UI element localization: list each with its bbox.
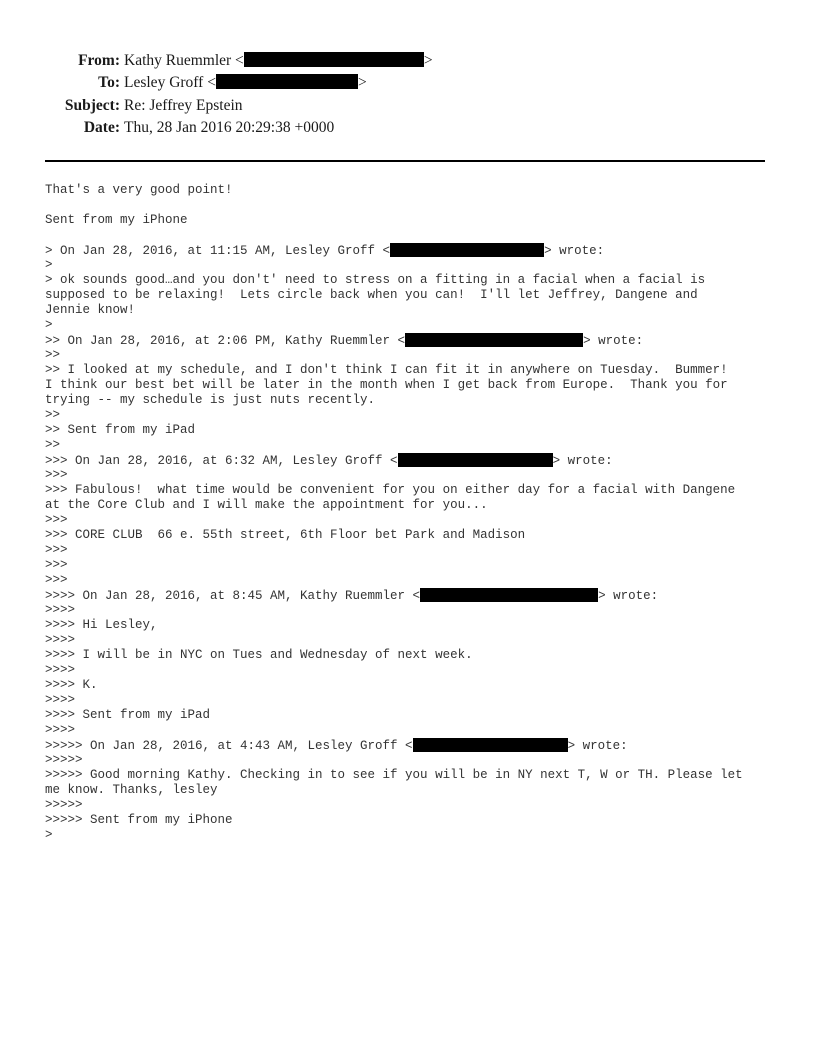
redaction-box (413, 738, 568, 752)
body-line: >>>>> (45, 753, 83, 767)
body-line: >>>> (45, 693, 76, 707)
body-line: >>>> K. (45, 678, 98, 692)
redaction-box (405, 333, 583, 347)
quote-attribution: >>>>> On Jan 28, 2016, at 4:43 AM, Lesley Groff < (45, 739, 413, 753)
redaction-box (398, 453, 553, 467)
quote-attribution: > On Jan 28, 2016, at 11:15 AM, Lesley Groff < (45, 244, 391, 258)
body-line: >>>> (45, 633, 76, 647)
to-row (0, 72, 816, 94)
body-line: >> (45, 348, 61, 362)
blank-line (45, 228, 785, 243)
body-line: >>>>> (45, 798, 83, 812)
body-line: >>> (45, 468, 68, 482)
quote-attribution-end: > wrote: (598, 589, 659, 603)
quote-attribution: >>>> On Jan 28, 2016, at 8:45 AM, Kathy Ruemmler < (45, 589, 421, 603)
body-line: >> I looked at my schedule, and I don't think I can fit it in anywhere on Tuesday. Bummer! (45, 363, 728, 377)
body-line: >>>> (45, 603, 76, 617)
body-line: >>>> Sent from my iPad (45, 708, 211, 722)
date-label: Date: (83, 119, 120, 136)
body-line: I think our best bet will be later in the month when I get back from Europe. Thank you for (45, 378, 728, 392)
body-line: >>>>> Good morning Kathy. Checking in to see if you will be in NY next T, W or TH. Please let (45, 768, 743, 782)
email-body (45, 183, 785, 843)
body-line: > (45, 258, 53, 272)
body-line: >>>> I will be in NYC on Tues and Wednesday of next week. (45, 648, 473, 662)
subject-row (0, 95, 816, 117)
quoted-header-line (45, 333, 785, 348)
redaction-box (216, 74, 358, 89)
from-value (124, 50, 433, 72)
to-name: Lesley Groff < (124, 74, 216, 91)
body-line: >>>> (45, 663, 76, 677)
from-row (0, 50, 816, 72)
from-label: From: (78, 52, 120, 69)
body-line: me know. Thanks, lesley (45, 783, 218, 797)
body-line: That's a very good point! (45, 183, 233, 197)
date-value: Thu, 28 Jan 2016 20:29:38 +0000 (124, 119, 335, 136)
body-line: >> Sent from my iPad (45, 423, 196, 437)
from-close: > (423, 52, 433, 69)
date-row (0, 117, 816, 139)
quote-attribution: >> On Jan 28, 2016, at 2:06 PM, Kathy Ruemmler < (45, 334, 406, 348)
quoted-header-line (45, 588, 785, 603)
body-line: >>> CORE CLUB 66 e. 55th street, 6th Floor bet Park and Madison (45, 528, 526, 542)
body-line: >>> Fabulous! what time would be convenient for you on either day for a facial with Dangene (45, 483, 736, 497)
to-value (124, 72, 367, 94)
body-line: >> (45, 408, 61, 422)
header-divider (45, 160, 765, 162)
from-name: Kathy Ruemmler < (124, 52, 244, 69)
body-line: Sent from my iPhone (45, 213, 188, 227)
body-line: supposed to be relaxing! Lets circle back when you can! I'll let Jeffrey, Dangene and (45, 288, 698, 302)
to-label: To: (98, 74, 120, 91)
body-line: > ok sounds good…and you don't' need to stress on a fitting in a facial when a facial is (45, 273, 706, 287)
body-line: >>>> Hi Lesley, (45, 618, 158, 632)
body-line: >>>>> Sent from my iPhone (45, 813, 233, 827)
blank-line (45, 198, 785, 213)
quoted-header-line (45, 453, 785, 468)
body-line: at the Core Club and I will make the appointment for you... (45, 498, 488, 512)
body-line: >> (45, 438, 61, 452)
body-line: >>> (45, 558, 68, 572)
body-line: >>> (45, 543, 68, 557)
subject-value: Re: Jeffrey Epstein (124, 97, 243, 114)
body-line: > (45, 318, 53, 332)
quote-attribution-end: > wrote: (552, 454, 613, 468)
quote-attribution-end: > wrote: (583, 334, 644, 348)
quoted-header-line (45, 243, 785, 258)
subject-label: Subject: (64, 97, 120, 114)
redaction-box (390, 243, 544, 257)
body-line: Jennie know! (45, 303, 136, 317)
body-line: trying -- my schedule is just nuts recently. (45, 393, 376, 407)
body-line: >>>> (45, 723, 76, 737)
quote-attribution-end: > wrote: (544, 244, 605, 258)
body-line: >>> (45, 513, 68, 527)
quote-attribution-end: > wrote: (567, 739, 628, 753)
redaction-box (244, 52, 424, 67)
quoted-header-line (45, 738, 785, 753)
redaction-box (420, 588, 598, 602)
body-line: >>> (45, 573, 68, 587)
quote-attribution: >>> On Jan 28, 2016, at 6:32 AM, Lesley Groff < (45, 454, 398, 468)
to-close: > (357, 74, 367, 91)
body-line: > (45, 828, 53, 842)
